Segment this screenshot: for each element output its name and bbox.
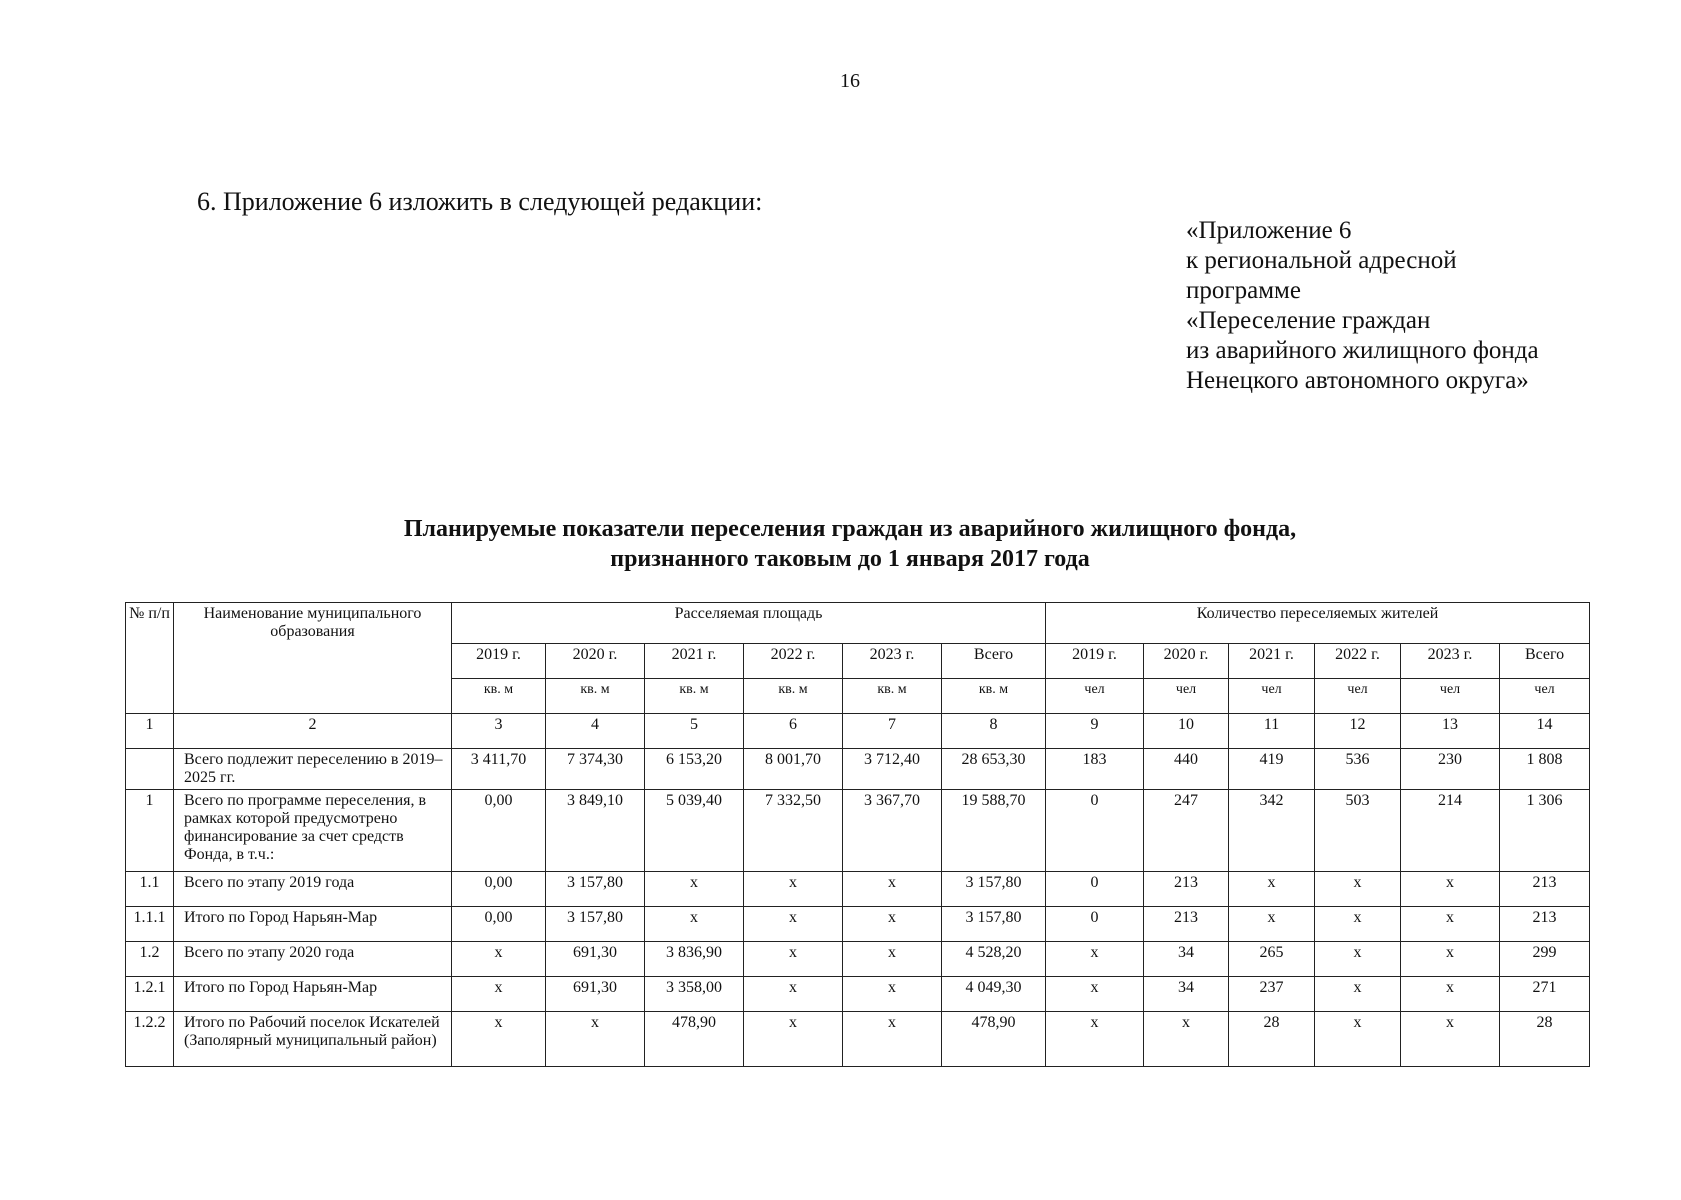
row-name: Итого по Город Нарьян-Мар <box>174 907 452 942</box>
people-cell: 213 <box>1144 907 1229 942</box>
people-cell: 183 <box>1046 749 1144 790</box>
appendix-line: из аварийного жилищного фонда <box>1186 337 1539 364</box>
area-cell: 7 374,30 <box>546 749 645 790</box>
row-name: Всего по программе переселения, в рамках которой предусмотрено финансирование за счет средств Фонда, в т.ч.: <box>174 790 452 872</box>
document-title <box>0 514 1681 574</box>
area-cell: 8 001,70 <box>744 749 843 790</box>
column-number: 9 <box>1046 714 1144 749</box>
header-residents-group: Количество переселяемых жителей <box>1046 603 1590 644</box>
table-row <box>126 942 1590 977</box>
people-cell: 536 <box>1315 749 1401 790</box>
people-cell: 271 <box>1500 977 1590 1012</box>
column-number: 7 <box>843 714 942 749</box>
header-year: 2022 г. <box>744 644 843 679</box>
table-row <box>126 749 1590 790</box>
people-cell: 230 <box>1401 749 1500 790</box>
header-year: 2023 г. <box>1401 644 1500 679</box>
appendix-line: Ненецкого автономного округа» <box>1186 367 1529 394</box>
header-unit: чел <box>1401 679 1500 714</box>
area-cell: х <box>843 872 942 907</box>
column-number: 14 <box>1500 714 1590 749</box>
area-cell: 3 358,00 <box>645 977 744 1012</box>
people-cell: 265 <box>1229 942 1315 977</box>
people-cell: 213 <box>1500 872 1590 907</box>
header-year: 2019 г. <box>452 644 546 679</box>
table-row <box>126 977 1590 1012</box>
people-cell: 213 <box>1500 907 1590 942</box>
appendix-line: программе <box>1186 277 1301 304</box>
appendix-line: «Переселение граждан <box>1186 307 1431 334</box>
people-cell: х <box>1046 977 1144 1012</box>
row-name: Итого по Рабочий поселок Искателей (Заполярный муниципальный район) <box>174 1012 452 1067</box>
people-cell: х <box>1144 1012 1229 1067</box>
area-cell: 478,90 <box>645 1012 744 1067</box>
title-line: Планируемые показатели переселения граждан из аварийного жилищного фонда, <box>403 516 1297 542</box>
row-num: 1.2.2 <box>126 1012 174 1067</box>
column-number: 6 <box>744 714 843 749</box>
area-cell: 691,30 <box>546 942 645 977</box>
header-unit: кв. м <box>645 679 744 714</box>
table-row <box>126 790 1590 872</box>
row-name: Итого по Город Нарьян-Мар <box>174 977 452 1012</box>
area-cell: 4 049,30 <box>942 977 1046 1012</box>
column-number: 1 <box>126 714 174 749</box>
header-year: 2020 г. <box>1144 644 1229 679</box>
people-cell: 419 <box>1229 749 1315 790</box>
column-number: 3 <box>452 714 546 749</box>
column-number: 2 <box>174 714 452 749</box>
area-cell: х <box>645 872 744 907</box>
people-cell: х <box>1401 1012 1500 1067</box>
area-cell: х <box>843 977 942 1012</box>
people-cell: х <box>1229 872 1315 907</box>
row-num: 1.2.1 <box>126 977 174 1012</box>
area-cell: х <box>645 907 744 942</box>
area-cell: х <box>744 907 843 942</box>
people-cell: 214 <box>1401 790 1500 872</box>
area-cell: 3 367,70 <box>843 790 942 872</box>
row-name: Всего по этапу 2019 года <box>174 872 452 907</box>
area-cell: 3 849,10 <box>546 790 645 872</box>
people-cell: 1 808 <box>1500 749 1590 790</box>
header-year: Всего <box>942 644 1046 679</box>
area-cell: 3 712,40 <box>843 749 942 790</box>
people-cell: 0 <box>1046 907 1144 942</box>
header-year: 2020 г. <box>546 644 645 679</box>
area-cell: 0,00 <box>452 790 546 872</box>
appendix-line: к региональной адресной <box>1186 247 1457 274</box>
area-cell: х <box>744 977 843 1012</box>
people-cell: х <box>1315 907 1401 942</box>
header-unit: кв. м <box>744 679 843 714</box>
area-cell: х <box>452 977 546 1012</box>
area-cell: 3 157,80 <box>546 872 645 907</box>
header-unit: чел <box>1500 679 1590 714</box>
row-num: 1 <box>126 790 174 872</box>
area-cell: 7 332,50 <box>744 790 843 872</box>
header-num: № п/п <box>126 603 174 714</box>
people-cell: х <box>1315 942 1401 977</box>
area-cell: 28 653,30 <box>942 749 1046 790</box>
area-cell: 691,30 <box>546 977 645 1012</box>
header-name: Наименование муниципального образования <box>174 603 452 714</box>
intro-text: 6. Приложение 6 изложить в следующей редакции: <box>197 187 763 216</box>
people-cell: х <box>1046 1012 1144 1067</box>
area-cell: 5 039,40 <box>645 790 744 872</box>
people-cell: 503 <box>1315 790 1401 872</box>
row-num: 1.1 <box>126 872 174 907</box>
appendix-line: «Приложение 6 <box>1186 217 1352 244</box>
header-year: 2021 г. <box>1229 644 1315 679</box>
people-cell: 0 <box>1046 790 1144 872</box>
column-number: 8 <box>942 714 1046 749</box>
area-cell: х <box>744 942 843 977</box>
people-cell: х <box>1046 942 1144 977</box>
people-cell: 28 <box>1500 1012 1590 1067</box>
area-cell: 0,00 <box>452 907 546 942</box>
header-unit: чел <box>1144 679 1229 714</box>
people-cell: 28 <box>1229 1012 1315 1067</box>
header-year: Всего <box>1500 644 1590 679</box>
table-row <box>126 872 1590 907</box>
row-name: Всего подлежит переселению в 2019–2025 гг. <box>174 749 452 790</box>
area-cell: 3 411,70 <box>452 749 546 790</box>
people-cell: 34 <box>1144 942 1229 977</box>
area-cell: х <box>744 872 843 907</box>
header-area-group: Расселяемая площадь <box>452 603 1046 644</box>
people-cell: х <box>1401 942 1500 977</box>
header-unit: кв. м <box>452 679 546 714</box>
row-num <box>126 749 174 790</box>
people-cell: 440 <box>1144 749 1229 790</box>
column-number: 10 <box>1144 714 1229 749</box>
people-cell: 299 <box>1500 942 1590 977</box>
area-cell: х <box>843 942 942 977</box>
people-cell: х <box>1229 907 1315 942</box>
resettlement-table <box>125 602 1590 1067</box>
area-cell: х <box>546 1012 645 1067</box>
header-year: 2022 г. <box>1315 644 1401 679</box>
people-cell: 342 <box>1229 790 1315 872</box>
row-num: 1.2 <box>126 942 174 977</box>
people-cell: х <box>1401 872 1500 907</box>
table-row <box>126 907 1590 942</box>
appendix-caption <box>1186 216 1539 396</box>
row-num: 1.1.1 <box>126 907 174 942</box>
header-year: 2023 г. <box>843 644 942 679</box>
people-cell: х <box>1315 872 1401 907</box>
area-cell: х <box>843 1012 942 1067</box>
header-unit: чел <box>1229 679 1315 714</box>
people-cell: х <box>1401 907 1500 942</box>
people-cell: 247 <box>1144 790 1229 872</box>
area-cell: 3 836,90 <box>645 942 744 977</box>
people-cell: 1 306 <box>1500 790 1590 872</box>
area-cell: 0,00 <box>452 872 546 907</box>
people-cell: 237 <box>1229 977 1315 1012</box>
header-unit: чел <box>1046 679 1144 714</box>
area-cell: 3 157,80 <box>942 907 1046 942</box>
header-unit: кв. м <box>942 679 1046 714</box>
area-cell: 3 157,80 <box>942 872 1046 907</box>
row-name: Всего по этапу 2020 года <box>174 942 452 977</box>
area-cell: х <box>452 942 546 977</box>
area-cell: х <box>843 907 942 942</box>
header-unit: кв. м <box>546 679 645 714</box>
title-line: признанного таковым до 1 января 2017 года <box>610 546 1090 572</box>
people-cell: 0 <box>1046 872 1144 907</box>
header-year: 2021 г. <box>645 644 744 679</box>
column-number: 12 <box>1315 714 1401 749</box>
area-cell: 478,90 <box>942 1012 1046 1067</box>
people-cell: 213 <box>1144 872 1229 907</box>
column-number: 13 <box>1401 714 1500 749</box>
header-year: 2019 г. <box>1046 644 1144 679</box>
people-cell: х <box>1315 1012 1401 1067</box>
area-cell: 4 528,20 <box>942 942 1046 977</box>
people-cell: 34 <box>1144 977 1229 1012</box>
column-number: 4 <box>546 714 645 749</box>
column-number: 11 <box>1229 714 1315 749</box>
area-cell: 19 588,70 <box>942 790 1046 872</box>
column-number-row <box>126 714 1590 749</box>
area-cell: х <box>452 1012 546 1067</box>
area-cell: х <box>744 1012 843 1067</box>
page-number: 16 <box>840 70 860 92</box>
header-unit: кв. м <box>843 679 942 714</box>
people-cell: х <box>1315 977 1401 1012</box>
table-row <box>126 1012 1590 1067</box>
people-cell: х <box>1401 977 1500 1012</box>
header-unit: чел <box>1315 679 1401 714</box>
area-cell: 6 153,20 <box>645 749 744 790</box>
area-cell: 3 157,80 <box>546 907 645 942</box>
column-number: 5 <box>645 714 744 749</box>
